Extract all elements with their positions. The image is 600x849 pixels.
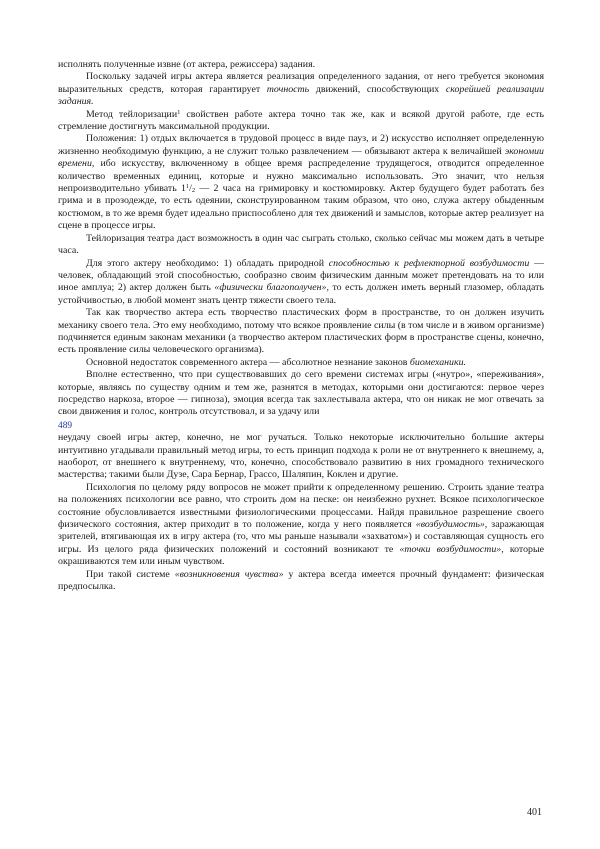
text-run: — человек, обладающий этой способностью, сообразно своим физическим данным может претендовать на то или иное амплуа; 2) актер должен быть	[58, 257, 545, 294]
paragraph-1	[58, 59, 544, 71]
fraction-denominator: 2	[191, 187, 196, 195]
text-run: Так как творчество актера есть творчество пластических форм в пространстве, то он должен изучить механику своего тела. Это ему необходимо, потому что всякое проявление силы (в том числе и в живом организме) подчиняется единым законам механики (а творчество актером пластических форм в пространстве сцены, конечно, есть проявление силы человеческого организма).	[58, 307, 544, 356]
source-page-marker: 489	[58, 420, 73, 431]
footnote-ref: 1	[177, 108, 181, 116]
text-run: Для этого актеру необходимо: 1) обладать природной	[86, 257, 324, 269]
fraction-slash: /	[189, 183, 192, 195]
text-run: неудачу своей игры актер, конечно, не мог ручаться. Только некоторые исключительно большие актеры интуитивно угадывали правильный метод игры, то есть принцип подхода к роли не от внутреннего к внешнему, а, наоборот, от внешнего к внутреннему, что, конечно, способствовало развитию в них громадного технического мастерства; такими были Дузе, Сара Бернар, Грассо, Шаляпин, Коклен и другие.	[58, 432, 544, 481]
text-run: Поскольку задачей игры актера является реализация определенного задания, от него требуется экономия выразительных средств, которая гарантирует	[58, 71, 544, 95]
text-run: Психология по целому ряду вопросов не может прийти к определенному решению. Строить здание театра на положениях психологии все равно, что строить дом на песке: он неизбежно рухнет. Всякое психологическое состояние обусловливается известными физиологическими процессами. Найдя правильное разрешение своего физического состояния, актер приходит в то положение, когда у него появляется	[58, 481, 544, 531]
italic-emphasis: биомеханики.	[409, 356, 466, 368]
italic-emphasis: экономии времени,	[58, 145, 544, 170]
paragraph-2	[58, 71, 544, 108]
text-run: заражающая зрителей, втягивающая их в игру актера (то, что мы раньше называли «захватом») и составляющая сущность его игры. Из целого ряда физических положений и состояний возникают те	[58, 519, 545, 555]
paragraph-10	[58, 432, 544, 482]
italic-emphasis: «возникновения чувства»	[174, 568, 284, 580]
text-run: При такой системе	[86, 568, 170, 580]
paragraph-3	[58, 109, 544, 134]
text-run: Основной недостаток современного актера — абсолютное незнание законов	[86, 356, 408, 368]
paragraph-8	[58, 357, 544, 369]
paragraph-4	[58, 133, 544, 232]
page-number: 401	[527, 807, 542, 818]
italic-emphasis: «точки возбудимости»,	[399, 543, 504, 555]
text-run: которые окрашиваются тем или иным чувством.	[58, 543, 545, 568]
italic-emphasis: «физически благополучен»,	[214, 282, 329, 294]
italic-emphasis: скорейшей реализации задания.	[58, 83, 545, 108]
text-run: Тейлоризация театра даст возможность в один час сыграть столько, сколько сейчас мы можем дать в четыре часа.	[58, 232, 544, 257]
text-run: свойствен работе актера точно так же, как и всякой другой работе, где есть стремление достигнуть максимальной продукции.	[58, 108, 544, 133]
paragraph-7	[58, 307, 544, 357]
paragraph-5	[58, 233, 544, 258]
text-run: исполнять полученные извне (от актера, режиссера) задания.	[58, 59, 316, 70]
italic-emphasis: способностью к рефлекторной возбудимости	[328, 257, 530, 269]
text-run: у актера всегда имеется прочный фундамент: физическая предпосылка.	[58, 568, 545, 593]
paragraph-12	[58, 569, 544, 594]
text-run: Метод тейлоризации	[86, 108, 178, 120]
text-run: то есть должен иметь верный глазомер, обладать устойчивостью, в любой момент знать центр тяжести своего тела.	[58, 282, 544, 306]
paragraph-6	[58, 258, 544, 308]
text-run: Вполне естественно, что при существовавших до сего времени системах игры («нутро», «переживания», которые, являясь по существу одним и тем же, разнятся в методах, которыми они достигаются: первое через посредство наркоза, второе — гипноза), эмоция всегда так захлестывала актера, что он никак не мог отвечать за свои движения и голос, контроль отсутствовал, и за удачу или	[58, 369, 544, 418]
fraction-numerator: 1	[185, 183, 190, 191]
document-page-text	[58, 59, 544, 593]
italic-emphasis: точность	[266, 83, 310, 95]
italic-emphasis: «возбудимость»,	[415, 519, 488, 531]
text-run: Положения: 1) отдых включается в трудовой процесс в виде пауз, и 2) искусство исполняет определенную жизненно необходимую функцию, а не служит только развлечением — обязывают актера к величайшей	[58, 133, 544, 157]
paragraph-9	[58, 369, 544, 419]
text-run: — 2 часа на гримировку и костюмировку. Актер будущего будет работать без грима и в прозодежде, то есть одеянии, сконструированном таким образом, что оно, служа актеру обыденным костюмом, в то же время будет идеально приспособлено для тех движений и замыслов, которые актер реализует на сцене в процессе игры.	[58, 183, 544, 232]
text-run: ибо искусству, включенному в общее время распределение трудящегося, отводится определенное количество временных единиц, которые и нужно максимально использовать. Это значит, что нельзя непроизводительно убивать 1	[58, 158, 544, 195]
paragraph-11	[58, 482, 544, 569]
text-run: движений, способствующих	[315, 83, 440, 95]
